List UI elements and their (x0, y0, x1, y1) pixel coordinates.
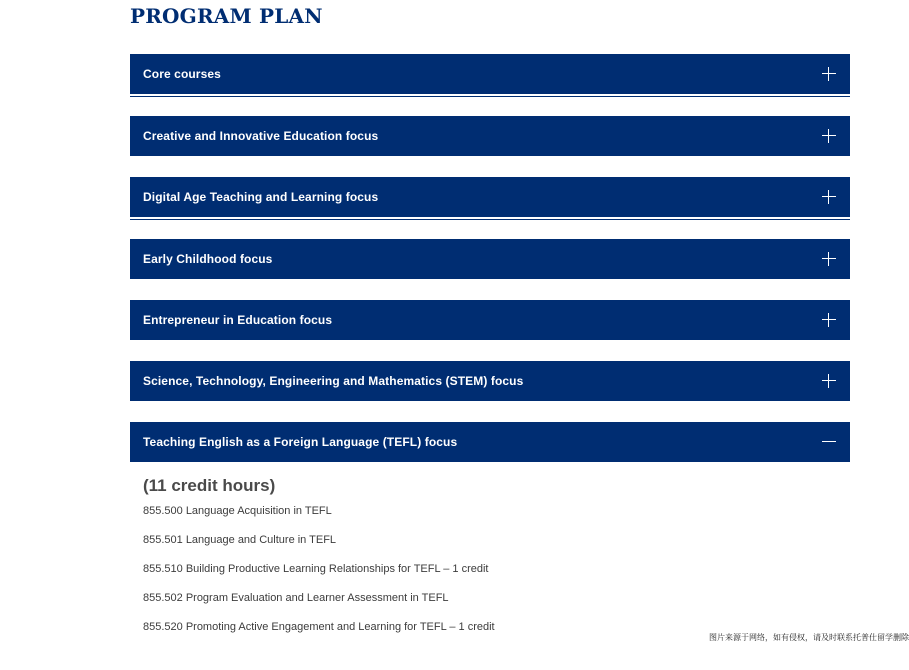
accordion-label: Teaching English as a Foreign Language (TEFL) focus (143, 435, 458, 449)
accordion-header-digital-age[interactable] (130, 177, 850, 217)
accordion-label: Digital Age Teaching and Learning focus (143, 190, 379, 204)
accordion-item-core-courses (130, 54, 850, 97)
accordion-header-core-courses[interactable] (130, 54, 850, 94)
accordion-header-stem[interactable] (130, 361, 850, 401)
accordion-item-early-childhood (130, 239, 850, 279)
plus-icon[interactable] (822, 190, 836, 204)
accordion-label: Core courses (143, 67, 221, 81)
course-item: 855.500 Language Acquisition in TEFL (143, 505, 332, 517)
minus-icon[interactable] (822, 435, 836, 449)
plus-icon[interactable] (822, 313, 836, 327)
course-item: 855.510 Building Productive Learning Relationships for TEFL – 1 credit (143, 563, 489, 575)
course-list (143, 504, 837, 649)
page-title: PROGRAM PLAN (130, 4, 323, 28)
plus-icon[interactable] (822, 374, 836, 388)
credit-hours: (11 credit hours) (143, 476, 276, 495)
accordion-header-entrepreneur[interactable] (130, 300, 850, 340)
plus-icon[interactable] (822, 129, 836, 143)
accordion-header-creative-innovative[interactable] (130, 116, 850, 156)
accordion-panel-tefl (130, 462, 850, 649)
course-item: 855.502 Program Evaluation and Learner Assessment in TEFL (143, 592, 449, 604)
watermark: 图片来源于网络，如有侵权，请及时联系托普仕留学删除 (709, 633, 909, 642)
accordion-label: Science, Technology, Engineering and Mathematics (STEM) focus (143, 374, 524, 388)
accordion-header-tefl[interactable] (130, 422, 850, 462)
accordion-label: Early Childhood focus (143, 252, 273, 266)
accordion-item-creative-innovative (130, 116, 850, 156)
accordion-header-early-childhood[interactable] (130, 239, 850, 279)
program-plan-accordion (130, 54, 850, 670)
accordion-item-entrepreneur (130, 300, 850, 340)
plus-icon[interactable] (822, 252, 836, 266)
course-item: 855.520 Promoting Active Engagement and Learning for TEFL – 1 credit (143, 621, 495, 633)
accordion-item-digital-age (130, 177, 850, 220)
accordion-label: Creative and Innovative Education focus (143, 129, 379, 143)
accordion-label: Entrepreneur in Education focus (143, 313, 333, 327)
course-item: 855.501 Language and Culture in TEFL (143, 534, 337, 546)
plus-icon[interactable] (822, 67, 836, 81)
accordion-item-tefl (130, 422, 850, 649)
accordion-item-stem (130, 361, 850, 401)
